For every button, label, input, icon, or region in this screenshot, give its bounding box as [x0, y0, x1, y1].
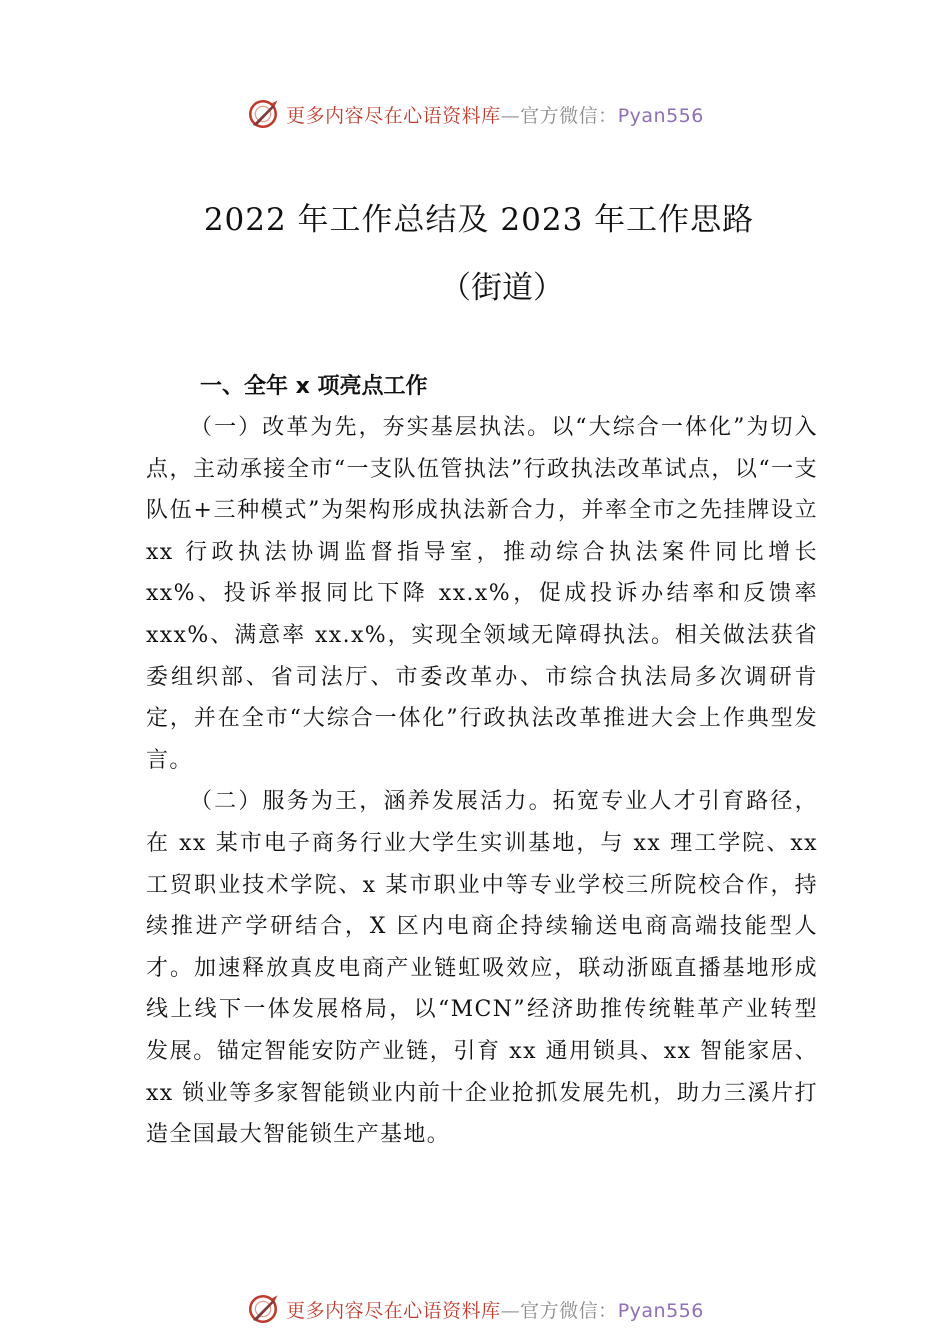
watermark-main-text: 更多内容尽在心语资料库 [286, 104, 501, 127]
document-body [146, 366, 818, 1156]
document-subtitle: （街道） [440, 270, 564, 306]
watermark-dash: — [500, 1299, 521, 1322]
quill-seal-logo-icon [246, 1292, 280, 1326]
watermark-wechat-label: 官方微信： [520, 104, 618, 127]
paragraph-reform: （一）改革为先，夯实基层执法。以“大综合一体化”为切入点，主动承接全市“一支队伍管执法”行政执法改革试点，以“一支队伍+三种模式”为架构形成执法新合力，并率全市之先挂牌设立 xx 行政执法协调监督指导室，推动综合执法案件同比增长 xx%、投诉举报同比下降 xx.x%，促成投诉办结率和反馈率 xxx%、满意率 xx.x%，实现全领域无障碍执法。相关做法获省委组织部、省司法厅、市委改革办、市综合执法局多次调研肯定，并在全市“大综合一体化”行政执法改革推进大会上作典型发言。 [146, 415, 818, 773]
watermark-text [286, 101, 704, 128]
watermark-header [0, 94, 950, 134]
watermark-dash: — [500, 104, 521, 127]
quill-seal-logo-icon [246, 97, 280, 131]
document-title: 2022 年工作总结及 2023 年工作思路 [203, 202, 755, 238]
section-heading: 一、全年 x 项亮点工作 [200, 374, 428, 399]
watermark-wechat-id: Pyan556 [617, 1299, 704, 1322]
watermark-footer [0, 1289, 950, 1329]
watermark-main-text: 更多内容尽在心语资料库 [286, 1299, 501, 1322]
watermark-wechat-id: Pyan556 [617, 104, 704, 127]
watermark-text [286, 1296, 704, 1323]
paragraph-service: （二）服务为王，涵养发展活力。拓宽专业人才引育路径，在 xx 某市电子商务行业大学生实训基地，与 xx 理工学院、xx 工贸职业技术学院、x 某市职业中等专业学校三所院校合作，持续推进产学研结合，X 区内电商企持续输送电商高端技能型人才。加速释放真皮电商产业链虹吸效应，联动浙瓯直播基地形成线上线下一体发展格局，以“MCN”经济助推传统鞋革产业转型发展。锚定智能安防产业链，引育 xx 通用锁具、xx 智能家居、xx 锁业等多家智能锁业内前十企业抢抓发展先机，助力三溪片打造全国最大智能锁生产基地。 [146, 789, 818, 1148]
watermark-wechat-label: 官方微信： [520, 1299, 618, 1322]
